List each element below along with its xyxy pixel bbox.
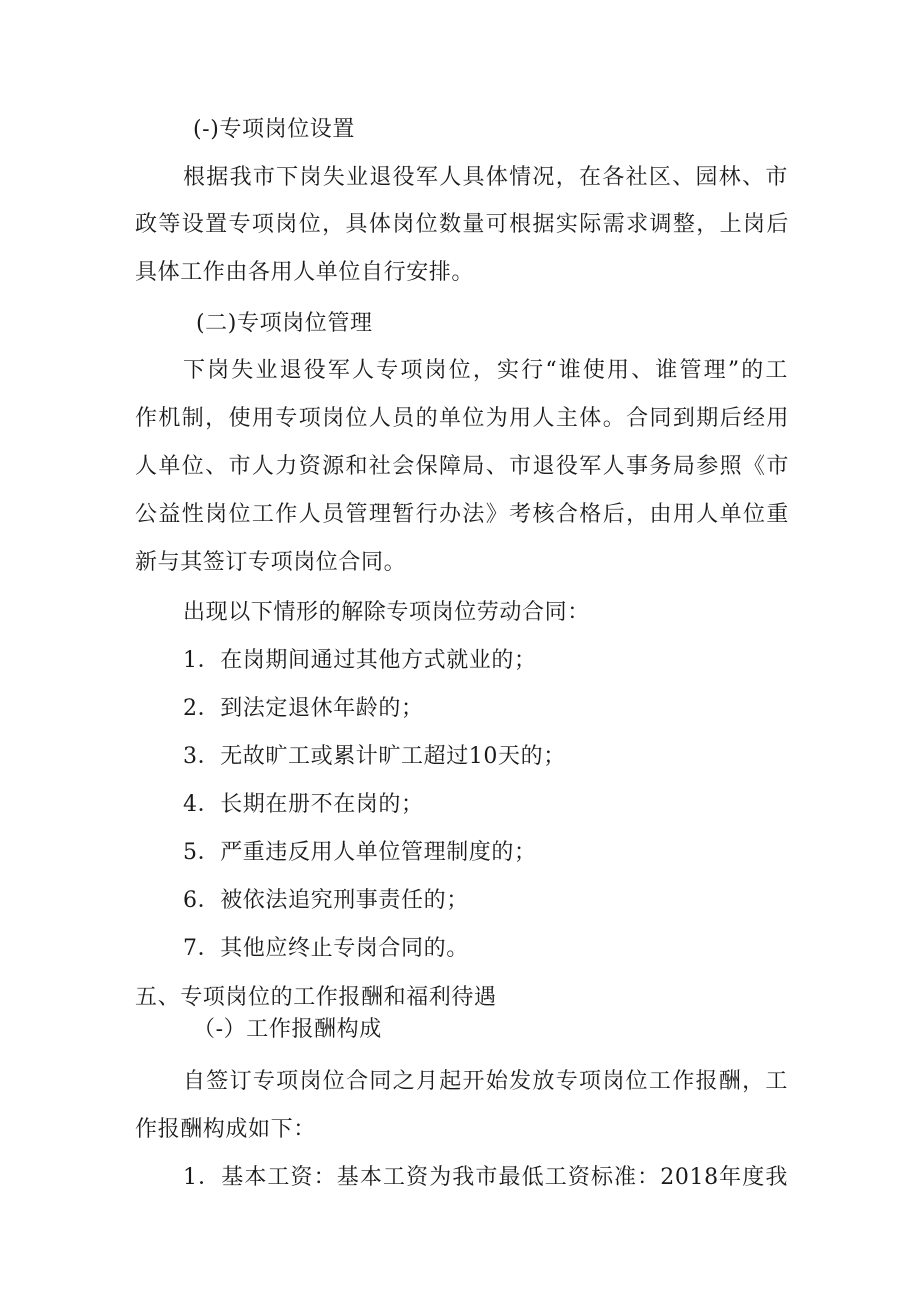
paragraph-line: 具体工作由各用人单位自行安排。 bbox=[135, 260, 475, 285]
paragraph-line: 自签订专项岗位合同之月起开始发放专项岗位工作报酬，工 bbox=[183, 1069, 788, 1094]
list-item: 2．到法定退休年龄的； bbox=[183, 696, 424, 721]
list-item: 1．在岗期间通过其他方式就业的； bbox=[183, 648, 537, 673]
paragraph-line: 政等设置专项岗位，具体岗位数量可根据实际需求调整，上岗后 bbox=[135, 212, 789, 237]
subheading-position-management: (二)专项岗位管理 bbox=[196, 311, 373, 336]
list-item: 5．严重违反用人单位管理制度的； bbox=[183, 840, 537, 865]
paragraph-line: 根据我市下岗失业退役军人具体情况，在各社区、园林、市 bbox=[183, 165, 788, 190]
paragraph-line: 出现以下情形的解除专项岗位劳动合同： bbox=[183, 600, 590, 625]
list-item: 1．基本工资：基本工资为我市最低工资标准：2018年度我 bbox=[183, 1165, 788, 1190]
paragraph-line: 作报酬构成如下： bbox=[135, 1117, 316, 1142]
paragraph-line: 下岗失业退役军人专项岗位，实行“谁使用、谁管理”的工 bbox=[183, 358, 788, 383]
list-item: 6．被依法追究刑事责任的； bbox=[183, 888, 469, 913]
list-item: 3．无故旷工或累计旷工超过10天的； bbox=[183, 744, 566, 769]
paragraph-line: 公益性岗位工作人员管理暂行办法》考核合格后，由用人单位重 bbox=[135, 502, 789, 527]
list-item: 7．其他应终止专岗合同的。 bbox=[183, 936, 469, 961]
paragraph-line: 新与其签订专项岗位合同。 bbox=[135, 550, 407, 575]
paragraph-line: 人单位、市人力资源和社会保障局、市退役军人事务局参照《市 bbox=[135, 454, 789, 479]
list-item: 4．长期在册不在岗的； bbox=[183, 792, 424, 817]
paragraph-line: 作机制，使用专项岗位人员的单位为用人主体。合同到期后经用 bbox=[135, 406, 789, 431]
subheading-compensation: （-）工作报酬构成 bbox=[193, 1017, 382, 1042]
subheading-position-setup: (-)专项岗位设置 bbox=[193, 117, 355, 142]
section-heading: 五、专项岗位的工作报酬和福利待遇 bbox=[135, 985, 497, 1010]
